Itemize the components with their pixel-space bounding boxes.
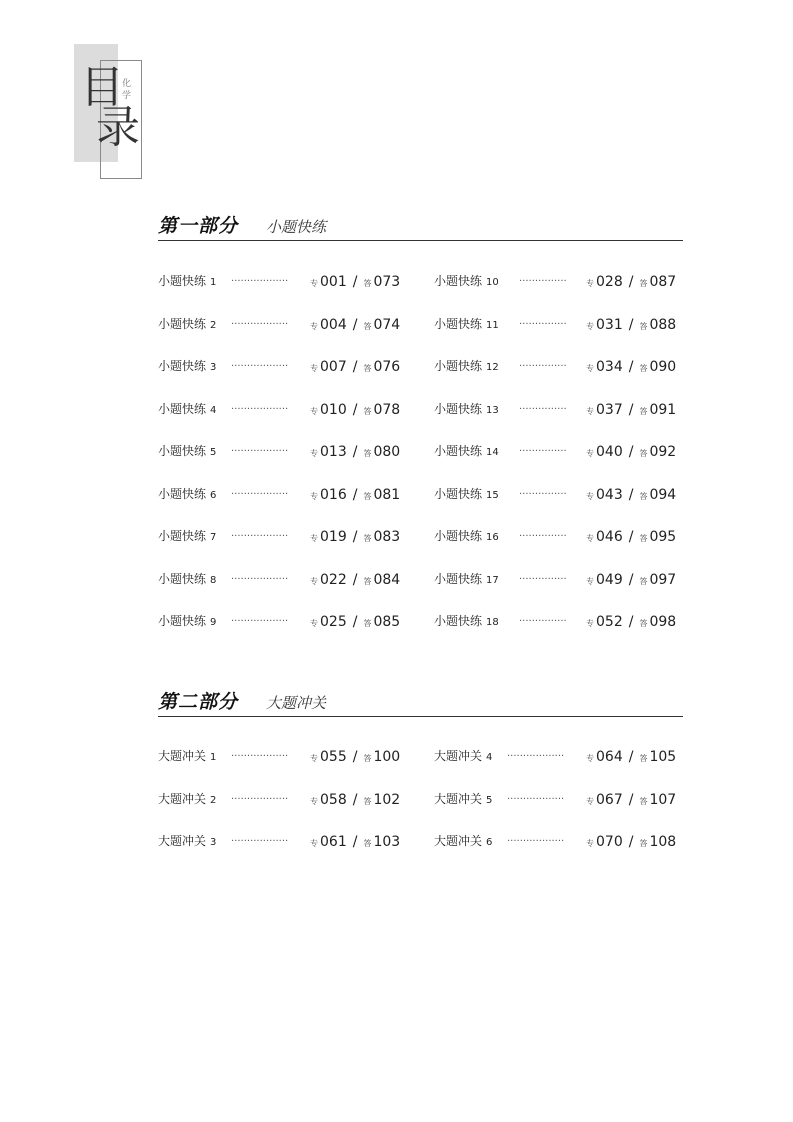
exercise-page: 019: [320, 529, 347, 545]
toc-entry-title: 小题快练: [158, 486, 207, 501]
toc-entry-title: 小题快练: [158, 529, 207, 543]
answer-page: 078: [373, 401, 401, 418]
leader-dots: ···············: [519, 403, 567, 415]
page-separator: /: [352, 401, 358, 418]
toc-entry-title: 小题快练: [158, 274, 207, 288]
answer-page: 088: [649, 316, 677, 333]
da-marker: 答: [639, 449, 648, 458]
page-separator: /: [352, 529, 358, 545]
zhuan-marker: 专: [586, 279, 594, 288]
exercise-page: 058: [320, 791, 347, 808]
da-marker: 答: [639, 364, 648, 373]
da-marker: 答: [639, 754, 648, 763]
exercise-page: 034: [596, 359, 623, 375]
zhuan-marker: 专: [586, 839, 594, 848]
da-marker: 答: [363, 279, 372, 288]
answer-page: 097: [649, 571, 677, 588]
toc-entry-number: 7: [210, 532, 217, 543]
da-marker: 答: [639, 279, 648, 288]
page-refs: [310, 529, 400, 545]
toc-row[interactable]: [434, 269, 684, 291]
zhuan-marker: 专: [586, 619, 594, 628]
toc-entry-number: 6: [210, 489, 217, 501]
toc-entry-title: 小题快练: [434, 529, 483, 543]
toc-entry-title: 小题快练: [434, 444, 483, 458]
page-separator: /: [352, 614, 358, 630]
page-separator: /: [628, 791, 634, 808]
toc-entry-label: [158, 400, 216, 417]
answer-page: 083: [373, 529, 401, 545]
page-separator: /: [628, 834, 634, 850]
toc-entry-number: 15: [486, 489, 499, 501]
page-separator: /: [628, 486, 634, 503]
page-separator: /: [628, 316, 634, 333]
zhuan-marker: 专: [586, 576, 594, 586]
zhuan-marker: 专: [310, 491, 318, 501]
exercise-page: 049: [596, 571, 623, 588]
zhuan-marker: 专: [310, 279, 318, 288]
leader-dots: ···············: [519, 276, 567, 287]
toc-entry-label: [434, 747, 492, 764]
exercise-page: 055: [320, 749, 347, 765]
answer-page: 081: [373, 486, 401, 503]
da-marker: 答: [639, 839, 648, 848]
page-separator: /: [352, 834, 358, 850]
toc-entry-label: [434, 400, 499, 417]
toc-entry-number: 6: [486, 837, 493, 848]
leader-dots: ··················: [231, 531, 289, 542]
page-separator: /: [352, 791, 358, 808]
toc-entry-number: 4: [210, 404, 217, 416]
toc-entry-title: 小题快练: [158, 571, 207, 586]
answer-page: 085: [373, 614, 401, 630]
toc-entry-title: 小题快练: [434, 486, 483, 501]
toc-row[interactable]: [158, 829, 408, 851]
toc-entry-title: 大题冲关: [434, 749, 483, 763]
toc-row[interactable]: [158, 439, 408, 461]
toc-entry-title: 大题冲关: [434, 791, 483, 806]
toc-entry-label: [434, 315, 499, 332]
toc-row[interactable]: [434, 312, 684, 334]
answer-page: 094: [649, 486, 677, 503]
toc-entry-number: 2: [210, 319, 217, 331]
toc-entry-label: [158, 612, 216, 629]
da-marker: 答: [639, 534, 648, 543]
subject-label: 化学: [122, 79, 132, 101]
da-marker: 答: [363, 754, 372, 763]
page-separator: /: [628, 529, 634, 545]
page-separator: /: [628, 614, 634, 630]
page-separator: /: [352, 444, 358, 460]
leader-dots: ···············: [519, 488, 567, 500]
toc-entry-number: 16: [486, 532, 499, 543]
da-marker: 答: [363, 576, 372, 586]
toc-row[interactable]: [434, 354, 684, 376]
exercise-page: 061: [320, 834, 347, 850]
answer-page: 073: [373, 274, 401, 290]
toc-entry-number: 12: [486, 362, 499, 373]
page-refs: [310, 274, 400, 290]
leader-dots: ···············: [519, 573, 567, 585]
page-refs: [586, 487, 676, 503]
toc-entry-label: [158, 357, 216, 374]
answer-page: 080: [373, 444, 401, 460]
answer-page: 107: [649, 791, 677, 808]
answer-page: 095: [649, 529, 677, 545]
toc-entry-label: [158, 442, 216, 459]
answer-page: 100: [373, 749, 401, 765]
page-separator: /: [628, 444, 634, 460]
toc-entry-title: 小题快练: [434, 274, 483, 288]
zhuan-marker: 专: [586, 534, 594, 543]
page-separator: /: [628, 359, 634, 375]
section-1-subtitle: 小题快练: [266, 218, 327, 236]
zhuan-marker: 专: [310, 364, 318, 373]
section-1-name: 第一部分: [158, 215, 239, 237]
page-refs: [310, 792, 400, 808]
page-refs: [310, 834, 400, 850]
leader-dots: ··················: [507, 751, 565, 762]
toc-entry-title: 小题快练: [434, 614, 483, 628]
section-2: [158, 688, 683, 717]
title-char-mu: 目: [80, 62, 124, 113]
toc-entry-title: 小题快练: [158, 444, 207, 458]
toc-row[interactable]: [434, 787, 684, 809]
page-separator: /: [628, 401, 634, 418]
toc-entry-number: 4: [486, 752, 493, 763]
exercise-page: 016: [320, 486, 347, 503]
toc-row[interactable]: [434, 397, 684, 419]
answer-page: 090: [649, 359, 677, 375]
page-refs: [310, 317, 400, 333]
exercise-page: 070: [596, 834, 623, 850]
page-refs: [310, 614, 400, 630]
page-refs: [586, 834, 676, 850]
answer-page: 102: [373, 791, 401, 808]
page-refs: [586, 792, 676, 808]
title-char-lu: 录: [96, 102, 140, 153]
da-marker: 答: [363, 364, 372, 373]
exercise-page: 025: [320, 614, 347, 630]
leader-dots: ··················: [231, 616, 289, 627]
zhuan-marker: 专: [586, 491, 594, 501]
page-refs: [310, 572, 400, 588]
toc-entry-number: 14: [486, 447, 499, 458]
toc-entry-label: [434, 272, 499, 289]
leader-dots: ··················: [231, 793, 289, 805]
page-refs: [586, 444, 676, 460]
toc-entry-title: 小题快练: [158, 401, 207, 416]
da-marker: 答: [639, 406, 648, 416]
toc-row[interactable]: [158, 744, 408, 766]
page-separator: /: [352, 316, 358, 333]
page-refs: [310, 402, 400, 418]
exercise-page: 031: [596, 316, 623, 333]
leader-dots: ··················: [231, 403, 289, 415]
toc-entry-label: [434, 442, 499, 459]
toc-row[interactable]: [434, 567, 684, 589]
leader-dots: ··················: [231, 318, 289, 330]
page-refs: [310, 359, 400, 375]
toc-row[interactable]: [158, 269, 408, 291]
toc-entry-number: 5: [486, 794, 493, 806]
da-marker: 答: [639, 491, 648, 501]
toc-entry-label: [434, 357, 499, 374]
toc-entry-label: [158, 485, 216, 502]
page-refs: [586, 402, 676, 418]
page-separator: /: [352, 486, 358, 503]
toc-row[interactable]: [434, 609, 684, 631]
da-marker: 答: [639, 321, 648, 331]
leader-dots: ···············: [519, 531, 567, 542]
answer-page: 074: [373, 316, 401, 333]
page-separator: /: [352, 749, 358, 765]
page-refs: [586, 749, 676, 765]
leader-dots: ··················: [231, 276, 289, 287]
da-marker: 答: [363, 839, 372, 848]
da-marker: 答: [363, 619, 372, 628]
toc-entry-title: 小题快练: [434, 571, 483, 586]
toc-entry-number: 10: [486, 277, 499, 288]
exercise-page: 013: [320, 444, 347, 460]
section-1-header: [158, 212, 683, 241]
answer-page: 105: [649, 749, 677, 765]
toc-entry-title: 小题快练: [158, 316, 207, 331]
page-refs: [586, 572, 676, 588]
toc-entry-title: 大题冲关: [158, 834, 207, 848]
toc-entry-title: 小题快练: [158, 614, 207, 628]
answer-page: 076: [373, 359, 401, 375]
zhuan-marker: 专: [586, 321, 594, 331]
exercise-page: 037: [596, 401, 623, 418]
zhuan-marker: 专: [586, 754, 594, 763]
exercise-page: 028: [596, 274, 623, 290]
section-2-subtitle: 大题冲关: [266, 694, 327, 712]
toc-entry-number: 3: [210, 837, 217, 848]
page-separator: /: [628, 274, 634, 290]
da-marker: 答: [363, 449, 372, 458]
toc-entry-label: [158, 570, 216, 587]
page-refs: [310, 487, 400, 503]
zhuan-marker: 专: [310, 406, 318, 416]
exercise-page: 046: [596, 529, 623, 545]
toc-entry-number: 8: [210, 574, 217, 586]
page-separator: /: [628, 571, 634, 588]
page-refs: [586, 359, 676, 375]
exercise-page: 022: [320, 571, 347, 588]
toc-row[interactable]: [158, 609, 408, 631]
answer-page: 103: [373, 834, 401, 850]
answer-page: 108: [649, 834, 677, 850]
leader-dots: ··················: [231, 361, 289, 372]
toc-entry-title: 大题冲关: [158, 749, 207, 763]
zhuan-marker: 专: [310, 754, 318, 763]
leader-dots: ··················: [507, 836, 565, 847]
exercise-page: 001: [320, 274, 347, 290]
zhuan-marker: 专: [586, 406, 594, 416]
toc-entry-label: [158, 747, 216, 764]
da-marker: 答: [639, 796, 648, 806]
toc-row[interactable]: [158, 312, 408, 334]
toc-entry-label: [434, 790, 492, 807]
page-refs: [310, 749, 400, 765]
zhuan-marker: 专: [310, 449, 318, 458]
toc-entry-title: 小题快练: [434, 359, 483, 373]
toc-entry-number: 1: [210, 752, 217, 763]
toc-entry-number: 1: [210, 277, 217, 288]
zhuan-marker: 专: [586, 364, 594, 373]
toc-entry-label: [158, 790, 216, 807]
leader-dots: ··················: [231, 751, 289, 762]
toc-entry-label: [434, 485, 499, 502]
toc-entry-label: [434, 527, 499, 544]
da-marker: 答: [363, 796, 372, 806]
zhuan-marker: 专: [310, 576, 318, 586]
toc-row[interactable]: [434, 829, 684, 851]
toc-row[interactable]: [158, 524, 408, 546]
toc-entry-number: 18: [486, 617, 499, 628]
exercise-page: 052: [596, 614, 623, 630]
toc-row[interactable]: [434, 524, 684, 546]
leader-dots: ··················: [231, 573, 289, 585]
da-marker: 答: [363, 406, 372, 416]
section-1: [158, 212, 683, 241]
leader-dots: ··················: [231, 836, 289, 847]
toc-entry-label: [434, 570, 499, 587]
toc-entry-number: 9: [210, 617, 217, 628]
toc-entry-label: [434, 612, 499, 629]
toc-entry-label: [158, 527, 216, 544]
leader-dots: ···············: [519, 616, 567, 627]
zhuan-marker: 专: [586, 449, 594, 458]
exercise-page: 007: [320, 359, 347, 375]
exercise-page: 043: [596, 486, 623, 503]
toc-entry-title: 小题快练: [158, 359, 207, 373]
toc-entry-label: [158, 272, 216, 289]
page-refs: [586, 614, 676, 630]
zhuan-marker: 专: [310, 321, 318, 331]
toc-row[interactable]: [434, 482, 684, 504]
answer-page: 084: [373, 571, 401, 588]
zhuan-marker: 专: [310, 796, 318, 806]
page-separator: /: [352, 571, 358, 588]
toc-entry-title: 小题快练: [434, 316, 483, 331]
toc-entry-label: [158, 832, 216, 849]
answer-page: 098: [649, 614, 677, 630]
da-marker: 答: [363, 534, 372, 543]
toc-entry-number: 17: [486, 574, 499, 586]
toc-entry-title: 小题快练: [434, 401, 483, 416]
leader-dots: ··················: [507, 793, 565, 805]
da-marker: 答: [363, 321, 372, 331]
da-marker: 答: [363, 491, 372, 501]
page-separator: /: [352, 274, 358, 290]
toc-row[interactable]: [158, 397, 408, 419]
leader-dots: ··················: [231, 488, 289, 500]
exercise-page: 010: [320, 401, 347, 418]
section-2-header: [158, 688, 683, 717]
toc-row[interactable]: [158, 567, 408, 589]
leader-dots: ···············: [519, 318, 567, 330]
leader-dots: ··················: [231, 446, 289, 457]
da-marker: 答: [639, 576, 648, 586]
toc-entry-number: 3: [210, 362, 217, 373]
toc-row[interactable]: [158, 354, 408, 376]
toc-entry-title: 大题冲关: [434, 834, 483, 848]
leader-dots: ···············: [519, 361, 567, 372]
toc-entry-title: 大题冲关: [158, 791, 207, 806]
section-2-name: 第二部分: [158, 691, 239, 713]
answer-page: 087: [649, 274, 677, 290]
leader-dots: ···············: [519, 446, 567, 457]
answer-page: 092: [649, 444, 677, 460]
exercise-page: 067: [596, 791, 623, 808]
page-refs: [586, 274, 676, 290]
toc-row[interactable]: [158, 482, 408, 504]
toc-entry-label: [158, 315, 216, 332]
toc-entry-number: 2: [210, 794, 217, 806]
da-marker: 答: [639, 619, 648, 628]
exercise-page: 040: [596, 444, 623, 460]
exercise-page: 004: [320, 316, 347, 333]
page-separator: /: [628, 749, 634, 765]
toc-entry-number: 5: [210, 447, 217, 458]
zhuan-marker: 专: [310, 839, 318, 848]
page-refs: [310, 444, 400, 460]
toc-entry-label: [434, 832, 492, 849]
zhuan-marker: 专: [586, 796, 594, 806]
toc-entry-number: 11: [486, 319, 499, 331]
toc-entry-number: 13: [486, 404, 499, 416]
answer-page: 091: [649, 401, 677, 418]
zhuan-marker: 专: [310, 619, 318, 628]
page-refs: [586, 317, 676, 333]
exercise-page: 064: [596, 749, 623, 765]
zhuan-marker: 专: [310, 534, 318, 543]
page-separator: /: [352, 359, 358, 375]
toc-row[interactable]: [434, 744, 684, 766]
toc-row[interactable]: [158, 787, 408, 809]
toc-row[interactable]: [434, 439, 684, 461]
page-refs: [586, 529, 676, 545]
